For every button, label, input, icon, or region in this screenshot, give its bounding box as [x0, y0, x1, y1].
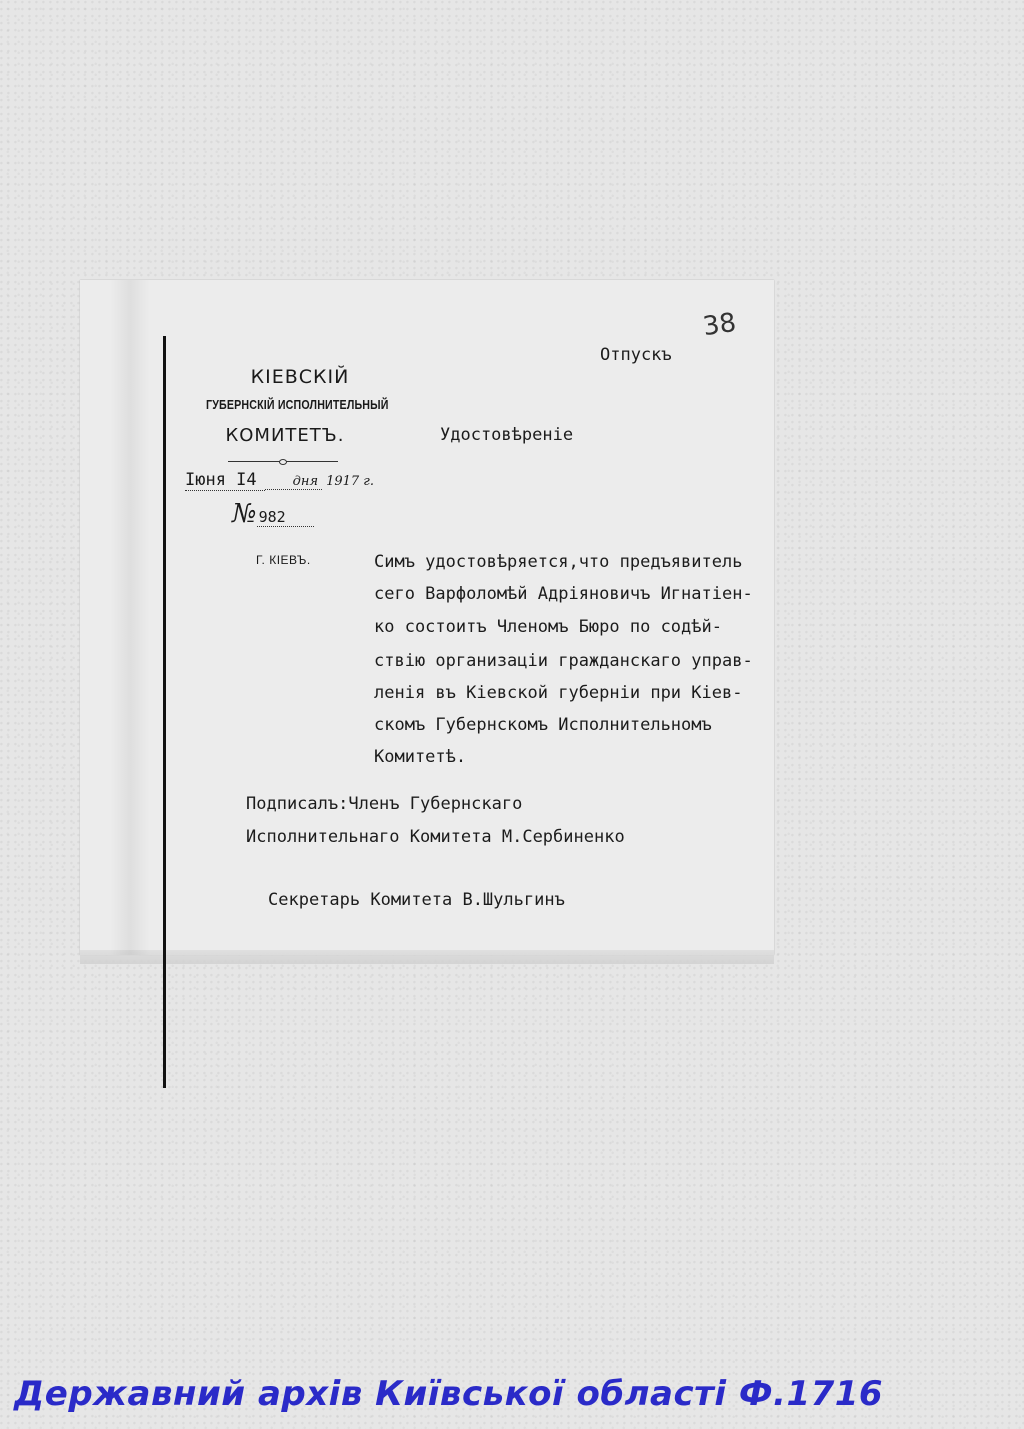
date-word: дня	[265, 474, 322, 490]
body-line-2: сего Варфоломѣй Адріяновичъ Игнатіен-	[374, 584, 753, 604]
body-line-6: скомъ Губернскомъ Исполнительномъ	[374, 715, 712, 735]
secretary-line: Секретарь Комитета В.Шульгинъ	[268, 890, 565, 910]
body-line-4: ствію организаціи гражданскаго управ-	[374, 651, 753, 671]
fold-shadow	[110, 280, 150, 955]
signature-line-2: Исполнительнаго Комитета М.Сербиненко	[246, 827, 625, 847]
signature-line-1: Подписалъ:Членъ Губернскаго	[246, 794, 523, 814]
number-sign: №	[232, 499, 257, 529]
letterhead-line-3: КОМИТЕТЪ.	[225, 425, 345, 446]
sheet-bottom-edge	[80, 950, 774, 964]
letterhead-line-1: КІЕВСКІЙ	[250, 366, 350, 388]
folio-number: 38	[701, 307, 739, 343]
body-line-3: ко состоитъ Членомъ Бюро по содѣй-	[374, 617, 722, 637]
body-line-7: Комитетѣ.	[374, 747, 467, 767]
number-value: 982	[257, 508, 314, 527]
date-field	[185, 470, 374, 491]
date-year: 1917 г.	[326, 474, 374, 489]
copy-mark: Отпускъ	[600, 345, 672, 365]
document-title: Удостовѣреніе	[440, 425, 574, 445]
binding-line	[163, 336, 166, 1088]
letterhead-line-2: ГУБЕРНСКІЙ ИСПОЛНИТЕЛЬНЫЙ	[206, 397, 389, 412]
number-field	[232, 499, 314, 529]
city-label: Г. КІЕВЪ.	[256, 553, 311, 567]
body-line-5: ленія въ Кіевской губерніи при Кіев-	[374, 683, 743, 703]
body-line-1: Симъ удостовѣряется,что предъявитель	[374, 552, 743, 572]
archive-caption: Державний архів Київської області Ф.1716	[14, 1374, 884, 1414]
letterhead-ornament	[228, 459, 338, 465]
date-month-day: Іюня I4	[185, 470, 265, 491]
